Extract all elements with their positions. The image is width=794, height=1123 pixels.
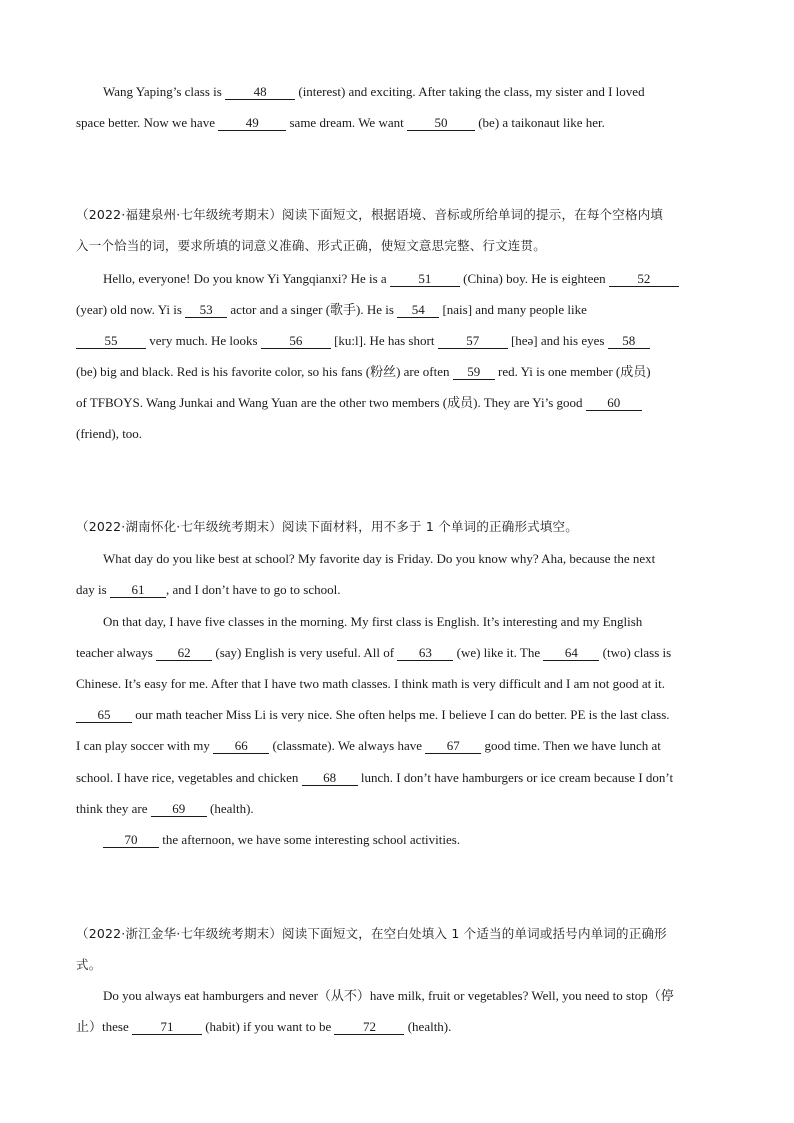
passage-line	[76, 394, 720, 412]
text: [nais] and many people like	[439, 302, 587, 317]
passage-line	[103, 613, 720, 631]
text: Hello, everyone! Do you know Yi Yangqianxi? He is a	[103, 271, 390, 286]
text: space better. Now we have	[76, 115, 219, 130]
text: think they are	[76, 801, 151, 816]
text: [heə] and his eyes	[507, 333, 608, 348]
text: (habit) if you want to be	[201, 1019, 335, 1034]
passage-line	[103, 270, 720, 288]
text: (health).	[206, 801, 254, 816]
blank-68[interactable]: 68	[302, 771, 358, 786]
blank-62[interactable]: 62	[156, 646, 212, 661]
text: (be) a taikonaut like her.	[474, 115, 605, 130]
passage-line	[76, 769, 720, 787]
blank-55[interactable]: 55	[76, 334, 146, 349]
text: of TFBOYS. Wang Junkai and Wang Yuan are the other two members (成员). They are Yi’s good	[76, 395, 586, 410]
passage-line	[76, 737, 720, 755]
passage-line	[76, 1018, 720, 1036]
text: lunch. I don’t have hamburgers or ice cream because I don’t	[357, 770, 674, 785]
blank-58[interactable]: 58	[608, 334, 650, 349]
question-header: 式。	[76, 957, 102, 972]
passage-line	[76, 363, 720, 381]
passage-line	[76, 800, 720, 818]
blank-64[interactable]: 64	[543, 646, 599, 661]
text: 止）these	[76, 1019, 132, 1034]
passage-line	[103, 831, 720, 849]
text: the afternoon, we have some interesting school activities.	[159, 832, 461, 847]
text: (friend), too.	[76, 426, 143, 441]
blank-54[interactable]: 54	[397, 303, 439, 318]
passage-line	[103, 987, 720, 1005]
text: Chinese. It’s easy for me. After that I have two math classes. I think math is very difficult and I am not good at it.	[76, 676, 665, 691]
text: teacher always	[76, 645, 157, 660]
text: actor and a singer (歌手). He is	[227, 302, 398, 317]
text: school. I have rice, vegetables and chicken	[76, 770, 302, 785]
passage-line	[76, 332, 720, 350]
passage-line	[76, 644, 720, 662]
text: same dream. We want	[286, 115, 407, 130]
text: (health).	[404, 1019, 452, 1034]
blank-72[interactable]: 72	[334, 1020, 404, 1035]
question-header: 入一个恰当的词，要求所填的词意义准确、形式正确，使短文意思完整、行文连贯。	[76, 238, 546, 253]
blank-51[interactable]: 51	[390, 272, 460, 287]
passage-line	[76, 706, 720, 724]
passage-line	[76, 301, 720, 319]
passage-line	[76, 581, 720, 599]
text: (China) boy. He is eighteen	[459, 271, 609, 286]
text: (interest) and exciting. After taking the class, my sister and I loved	[295, 84, 645, 99]
passage-line	[76, 675, 720, 693]
text: good time. Then we have lunch at	[481, 738, 661, 753]
passage-line	[103, 550, 720, 568]
text: day is	[76, 582, 110, 597]
text: [ku:l]. He has short	[330, 333, 438, 348]
question-header: （2022·福建泉州·七年级统考期末）阅读下面短文，根据语境、音标或所给单词的提示，在每个空格内填	[76, 207, 664, 222]
blank-57[interactable]: 57	[438, 334, 508, 349]
text: (say) English is very useful. All of	[212, 645, 398, 660]
text: very much. He looks	[146, 333, 261, 348]
text: our math teacher Miss Li is very nice. She often helps me. I believe I can do better. PE is the last class.	[132, 707, 670, 722]
blank-48[interactable]: 48	[225, 85, 295, 100]
blank-52[interactable]: 52	[609, 272, 679, 287]
blank-71[interactable]: 71	[132, 1020, 202, 1035]
blank-53[interactable]: 53	[185, 303, 227, 318]
passage-line	[103, 83, 720, 101]
blank-59[interactable]: 59	[453, 365, 495, 380]
blank-69[interactable]: 69	[151, 802, 207, 817]
text: (classmate). We always have	[269, 738, 426, 753]
text: (be) big and black. Red is his favorite color, so his fans (粉丝) are often	[76, 364, 453, 379]
blank-56[interactable]: 56	[261, 334, 331, 349]
blank-70[interactable]: 70	[103, 833, 159, 848]
text: On that day, I have five classes in the morning. My first class is English. It’s interesting and my English	[103, 614, 643, 629]
passage-line	[76, 425, 720, 443]
text: (year) old now. Yi is	[76, 302, 186, 317]
blank-65[interactable]: 65	[76, 708, 132, 723]
text: (two) class is	[599, 645, 672, 660]
blank-67[interactable]: 67	[425, 739, 481, 754]
question-header: （2022·湖南怀化·七年级统考期末）阅读下面材料，用不多于 1 个单词的正确形式填空。	[76, 519, 578, 534]
blank-50[interactable]: 50	[407, 116, 475, 131]
text: , and I don’t have to go to school.	[165, 582, 341, 597]
text: What day do you like best at school? My favorite day is Friday. Do you know why? Aha, because the next	[103, 551, 656, 566]
text: (we) like it. The	[453, 645, 544, 660]
blank-49[interactable]: 49	[218, 116, 286, 131]
blank-63[interactable]: 63	[397, 646, 453, 661]
blank-66[interactable]: 66	[213, 739, 269, 754]
text: Do you always eat hamburgers and never（从不）have milk, fruit or vegetables? Well, you need to stop（停	[103, 988, 674, 1003]
question-header: （2022·浙江金华·七年级统考期末）阅读下面短文，在空白处填入 1 个适当的单词或括号内单词的正确形	[76, 926, 667, 941]
text: red. Yi is one member (成员)	[494, 364, 651, 379]
text: Wang Yaping’s class is	[103, 84, 226, 99]
blank-61[interactable]: 61	[110, 583, 166, 598]
text: I can play soccer with my	[76, 738, 214, 753]
blank-60[interactable]: 60	[586, 396, 642, 411]
passage-line	[76, 114, 720, 132]
